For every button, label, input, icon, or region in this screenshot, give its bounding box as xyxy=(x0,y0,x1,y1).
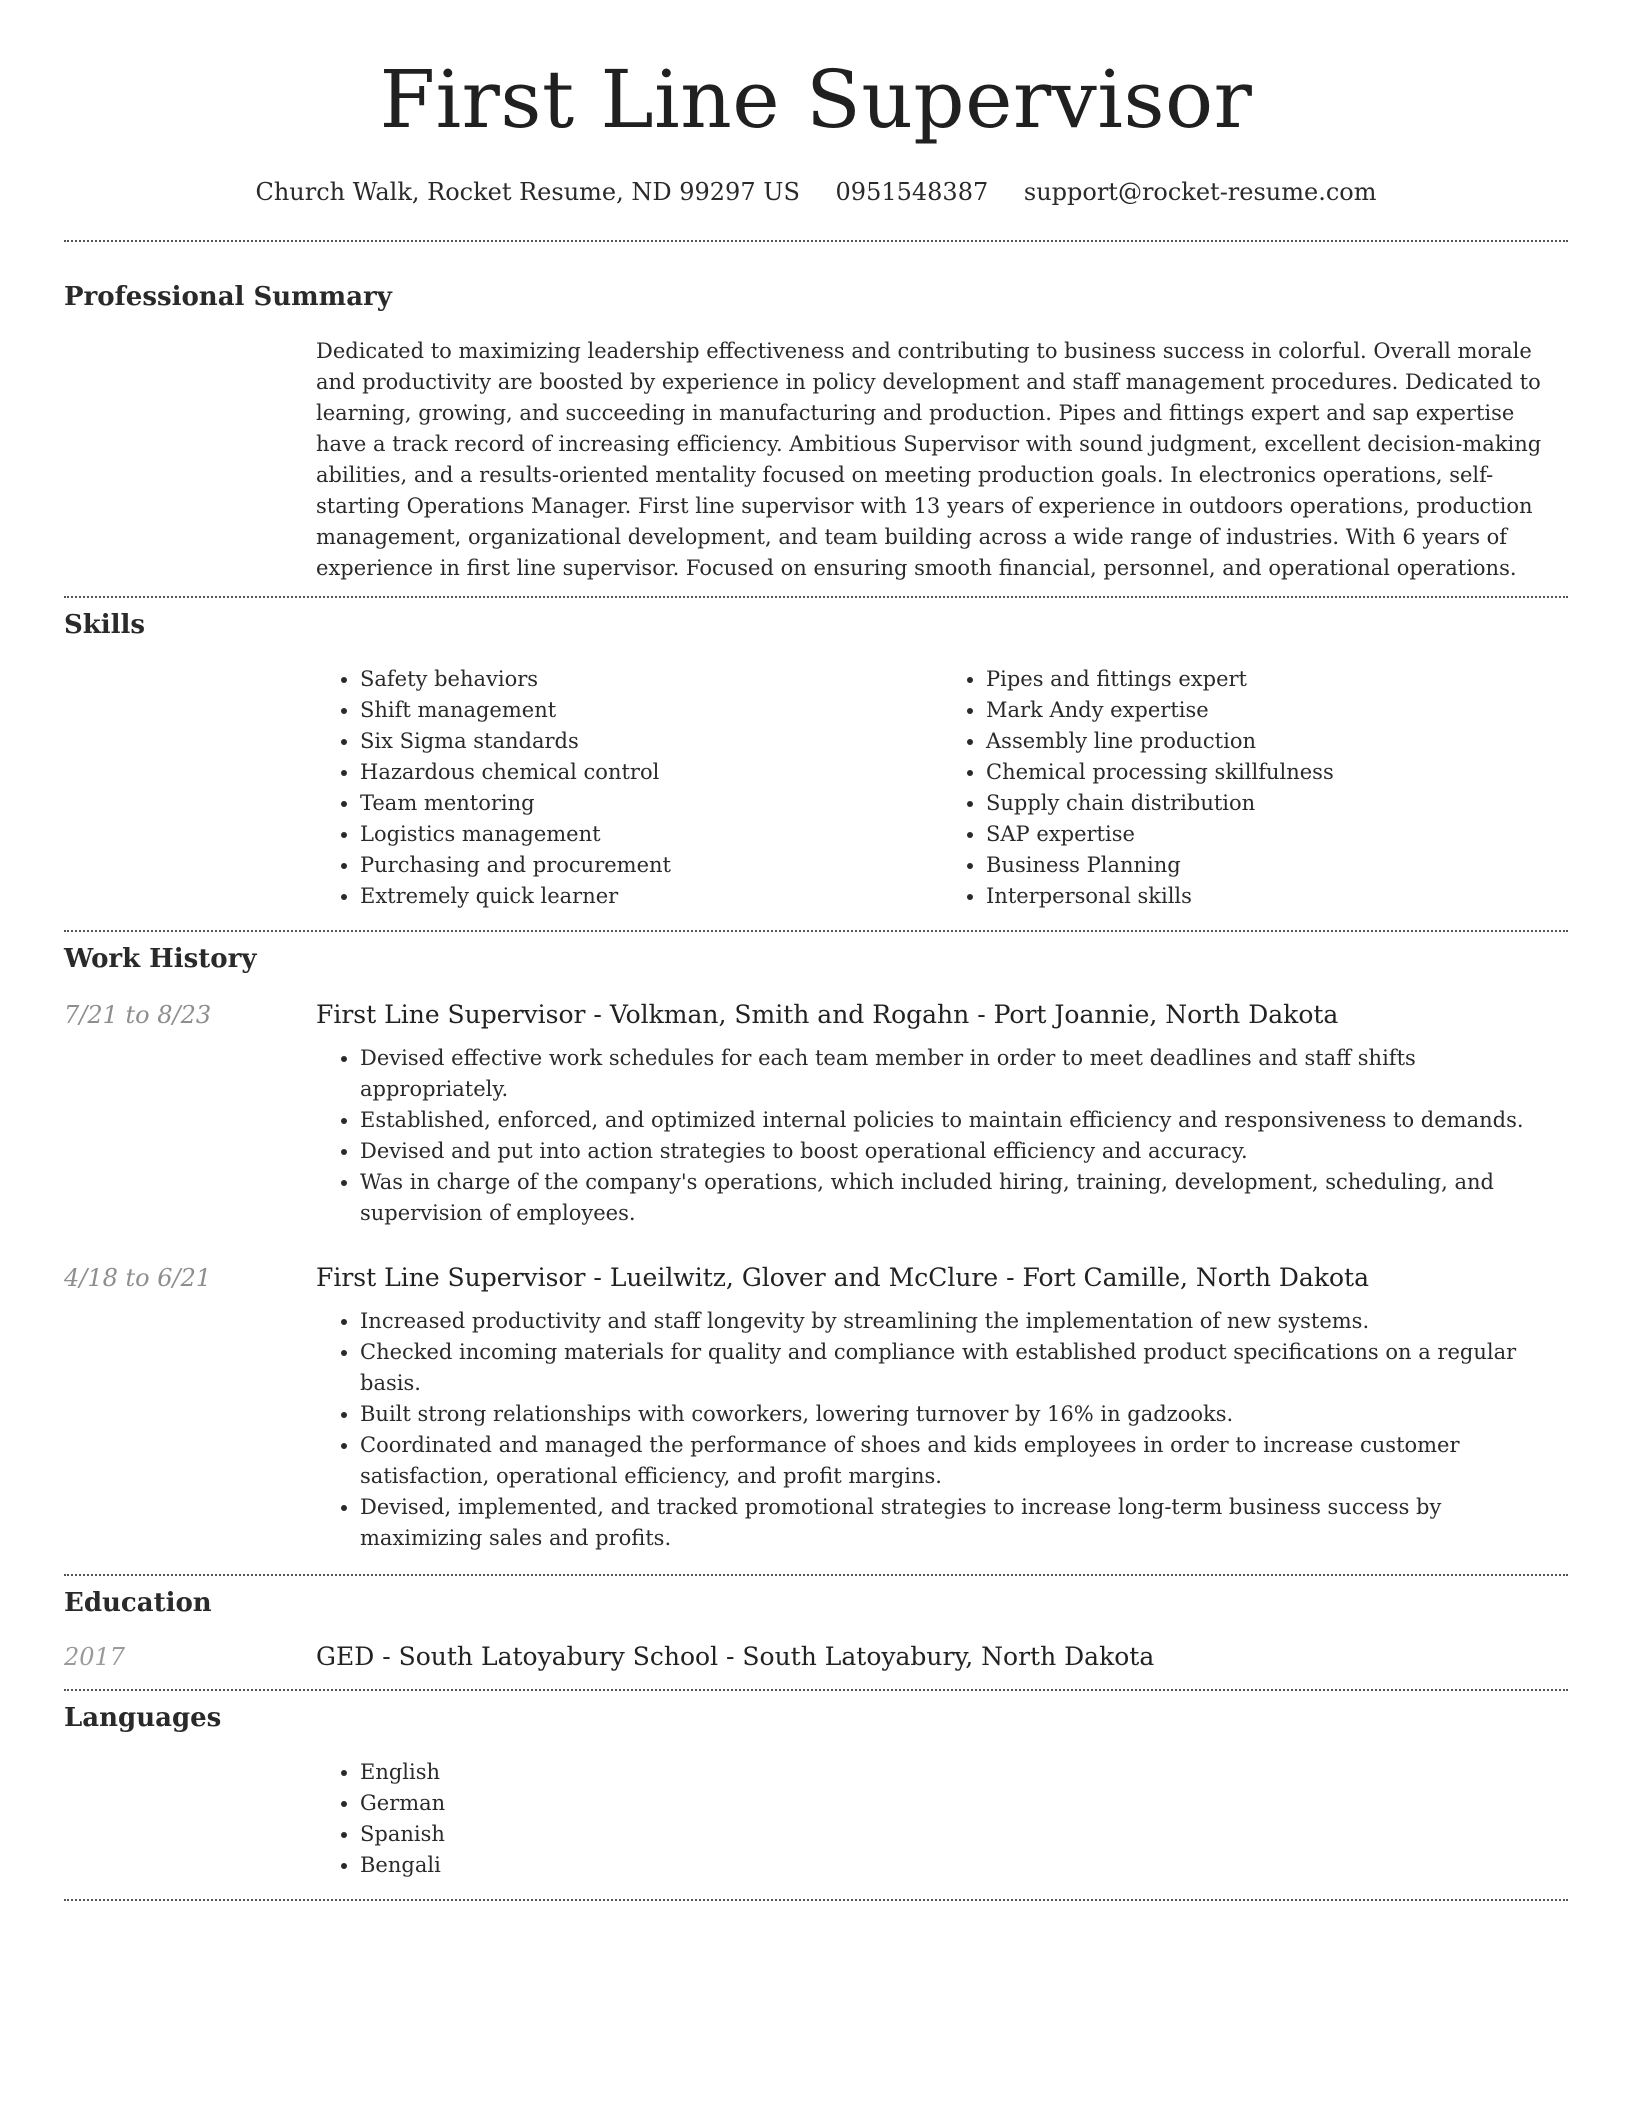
summary-text: Dedicated to maximizing leadership effectiveness and contributing to business success in colorful. Overall morale and productivity are boosted by experience in policy development and staff management procedures. Dedicated to learning, growing, and succeeding in manufacturing and production. Pipes and fittings expert and sap expertise have a track record of increasing efficiency. Ambitious Supervisor with sound judgment, excellent decision-making abilities, and a results-oriented mentality focused on meeting production goals. In electronics operations, self-starting Operations Manager. First line supervisor with 13 years of experience in outdoors operations, production management, organizational development, and team building across a wide range of industries. With 6 years of experience in first line supervisor. Focused on ensuring smooth financial, personnel, and operational operations. xyxy=(316,339,1542,580)
languages-bullet-list xyxy=(316,1757,1568,1881)
job-bullet: • Devised and put into action strategies to boost operational efficiency and accuracy. xyxy=(360,1136,1568,1167)
job-bullet: • Devised effective work schedules for each team member in order to meet deadlines and staff shifts appropriately. xyxy=(360,1043,1568,1105)
job-bullet: • Checked incoming materials for quality and compliance with established product specifications on a regular basis. xyxy=(360,1337,1568,1399)
skill-item: • Mark Andy expertise xyxy=(986,695,1568,726)
job-bullet: • Established, enforced, and optimized internal policies to maintain efficiency and responsiveness to demands. xyxy=(360,1105,1568,1136)
education-degree: GED - South Latoyabury School - South Latoyabury, North Dakota xyxy=(316,1642,1155,1671)
job-bullet: • Coordinated and managed the performance of shoes and kids employees in order to increase customer satisfaction, operational efficiency, and profit margins. xyxy=(360,1430,1568,1492)
divider xyxy=(64,1574,1568,1576)
skill-item: • Safety behaviors xyxy=(360,664,942,695)
language-item: • Bengali xyxy=(360,1850,1568,1881)
job-bullet: • Devised, implemented, and tracked promotional strategies to increase long-term business success by maximizing sales and profits. xyxy=(360,1492,1568,1554)
skill-item: • Team mentoring xyxy=(360,788,942,819)
contact-address: Church Walk, Rocket Resume, ND 99297 US xyxy=(255,178,800,206)
skill-item: • Six Sigma standards xyxy=(360,726,942,757)
skill-item: • Chemical processing skillfulness xyxy=(986,757,1568,788)
contact-line xyxy=(64,178,1568,206)
divider xyxy=(64,596,1568,598)
skill-item: • Logistics management xyxy=(360,819,942,850)
skill-item: • Assembly line production xyxy=(986,726,1568,757)
skill-item: • Supply chain distribution xyxy=(986,788,1568,819)
section-title-education: Education xyxy=(64,1588,212,1618)
job-title: First Line Supervisor - Volkman, Smith and Rogahn - Port Joannie, North Dakota xyxy=(316,1000,1339,1029)
skills-column-left xyxy=(316,664,942,912)
languages-list xyxy=(316,1757,1568,1881)
job-bullet: • Was in charge of the company's operations, which included hiring, training, development, scheduling, and supervision of employees. xyxy=(360,1167,1568,1229)
section-title-summary: Professional Summary xyxy=(64,282,392,312)
contact-phone: 0951548387 xyxy=(835,178,989,206)
language-item: • German xyxy=(360,1788,1568,1819)
education-entry xyxy=(64,1642,1568,1671)
job-bullets xyxy=(316,1043,1568,1229)
skill-item: • Extremely quick learner xyxy=(360,881,942,912)
job-entry xyxy=(64,1263,1568,1554)
contact-email: support@rocket-resume.com xyxy=(1023,178,1377,206)
skill-item: • SAP expertise xyxy=(986,819,1568,850)
language-item: • Spanish xyxy=(360,1819,1568,1850)
divider xyxy=(64,1689,1568,1691)
summary-body xyxy=(316,336,1568,584)
job-bullet: • Increased productivity and staff longevity by streamlining the implementation of new systems. xyxy=(360,1306,1568,1337)
language-item: • English xyxy=(360,1757,1568,1788)
skill-item: • Pipes and fittings expert xyxy=(986,664,1568,695)
section-title-languages: Languages xyxy=(64,1703,222,1733)
section-title-skills: Skills xyxy=(64,610,146,640)
divider xyxy=(64,240,1568,242)
skills-list xyxy=(316,664,1568,912)
job-header xyxy=(64,1263,1568,1292)
skill-item: • Hazardous chemical control xyxy=(360,757,942,788)
section-title-work-history: Work History xyxy=(64,944,257,974)
job-dates: 7/21 to 8/23 xyxy=(64,1001,212,1029)
job-header xyxy=(64,1000,1568,1029)
divider xyxy=(64,1899,1568,1901)
skill-item: • Purchasing and procurement xyxy=(360,850,942,881)
skills-column-right xyxy=(942,664,1568,912)
job-entry xyxy=(64,1000,1568,1229)
job-bullet-list xyxy=(316,1306,1568,1554)
page-title: First Line Supervisor xyxy=(379,53,1253,146)
job-bullet-list xyxy=(316,1043,1568,1229)
job-title: First Line Supervisor - Lueilwitz, Glover and McClure - Fort Camille, North Dakota xyxy=(316,1263,1369,1292)
job-bullets xyxy=(316,1306,1568,1554)
job-dates: 4/18 to 6/21 xyxy=(64,1264,212,1292)
skill-item: • Shift management xyxy=(360,695,942,726)
skill-item: • Business Planning xyxy=(986,850,1568,881)
divider xyxy=(64,930,1568,932)
education-year: 2017 xyxy=(64,1643,126,1671)
skill-item: • Interpersonal skills xyxy=(986,881,1568,912)
job-bullet: • Built strong relationships with coworkers, lowering turnover by 16% in gadzooks. xyxy=(360,1399,1568,1430)
